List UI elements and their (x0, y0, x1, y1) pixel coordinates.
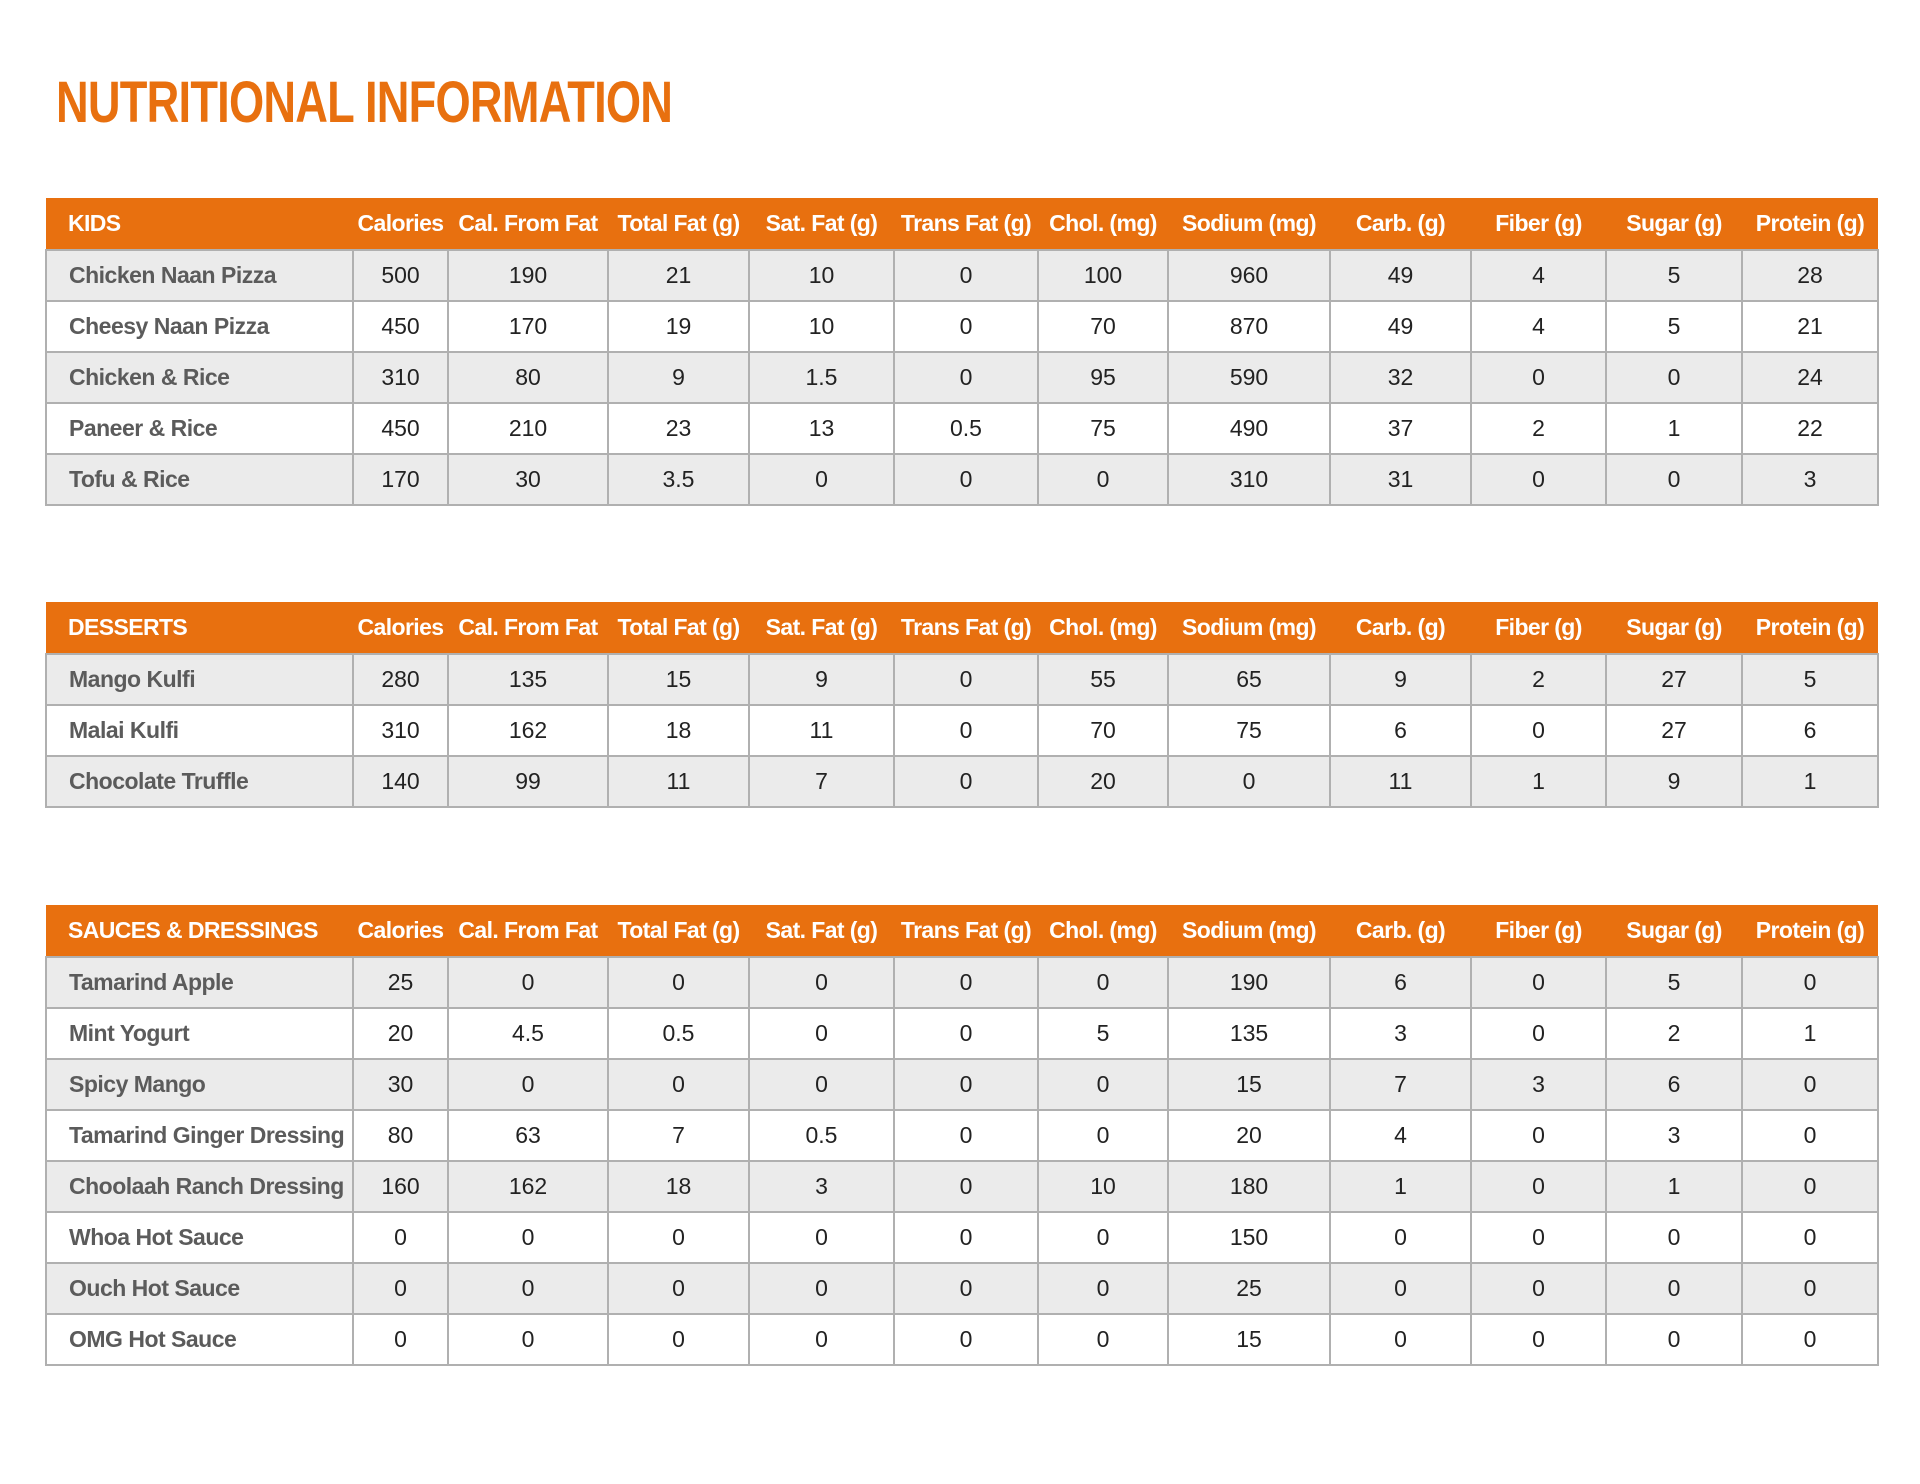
column-header: Fiber (g) (1471, 198, 1606, 250)
item-name: Chicken & Rice (46, 352, 353, 403)
nutrition-value: 9 (608, 352, 749, 403)
nutrition-value: 23 (608, 403, 749, 454)
column-header: Chol. (mg) (1038, 198, 1168, 250)
nutrition-value: 0.5 (894, 403, 1038, 454)
nutrition-value: 7 (749, 756, 894, 807)
column-header: Sodium (mg) (1168, 905, 1330, 957)
nutrition-value: 0 (1471, 1263, 1606, 1314)
column-header: Calories (353, 198, 448, 250)
nutrition-value: 140 (353, 756, 448, 807)
nutrition-value: 75 (1038, 403, 1168, 454)
nutrition-value: 13 (749, 403, 894, 454)
column-header: Trans Fat (g) (894, 198, 1038, 250)
nutrition-value: 0 (894, 250, 1038, 301)
nutrition-value: 25 (353, 957, 448, 1008)
nutrition-value: 65 (1168, 654, 1330, 705)
table-row (46, 403, 1878, 454)
item-name: Mint Yogurt (46, 1008, 353, 1059)
nutrition-value: 0 (1606, 1314, 1742, 1365)
nutrition-value: 32 (1330, 352, 1471, 403)
nutrition-value: 0 (353, 1212, 448, 1263)
section-title: SAUCES & DRESSINGS (46, 905, 353, 957)
nutrition-value: 10 (749, 301, 894, 352)
nutrition-value: 0 (894, 352, 1038, 403)
nutrition-value: 2 (1471, 654, 1606, 705)
nutrition-value: 0 (1742, 1059, 1878, 1110)
nutrition-value: 27 (1606, 654, 1742, 705)
nutrition-value: 0 (1742, 1263, 1878, 1314)
nutrition-value: 0 (1038, 1314, 1168, 1365)
nutrition-value: 170 (448, 301, 608, 352)
nutrition-value: 18 (608, 705, 749, 756)
nutrition-value: 95 (1038, 352, 1168, 403)
nutrition-value: 20 (353, 1008, 448, 1059)
nutrition-value: 80 (448, 352, 608, 403)
nutrition-value: 0 (894, 454, 1038, 505)
nutrition-value: 2 (1471, 403, 1606, 454)
nutrition-value: 280 (353, 654, 448, 705)
table-row (46, 756, 1878, 807)
nutrition-value: 162 (448, 705, 608, 756)
nutrition-value: 0.5 (608, 1008, 749, 1059)
nutrition-value: 0 (448, 1314, 608, 1365)
table-row (46, 1212, 1878, 1263)
nutrition-value: 490 (1168, 403, 1330, 454)
nutrition-value: 190 (1168, 957, 1330, 1008)
nutrition-value: 0 (894, 705, 1038, 756)
kids-nutrition-table (45, 198, 1879, 506)
nutrition-value: 99 (448, 756, 608, 807)
nutrition-value: 11 (749, 705, 894, 756)
nutrition-value: 11 (1330, 756, 1471, 807)
nutrition-value: 21 (608, 250, 749, 301)
nutrition-value: 1 (1330, 1161, 1471, 1212)
nutrition-value: 30 (353, 1059, 448, 1110)
nutrition-value: 0 (894, 1314, 1038, 1365)
nutrition-value: 0 (448, 1212, 608, 1263)
nutrition-value: 6 (1330, 957, 1471, 1008)
nutrition-value: 9 (1330, 654, 1471, 705)
nutrition-value: 3 (749, 1161, 894, 1212)
nutrition-value: 450 (353, 403, 448, 454)
nutrition-value: 0 (1038, 957, 1168, 1008)
nutrition-value: 7 (1330, 1059, 1471, 1110)
nutrition-value: 0 (894, 301, 1038, 352)
nutrition-value: 5 (1606, 250, 1742, 301)
table-row (46, 301, 1878, 352)
nutrition-value: 1.5 (749, 352, 894, 403)
nutrition-value: 180 (1168, 1161, 1330, 1212)
column-header: Chol. (mg) (1038, 905, 1168, 957)
nutrition-value: 6 (1606, 1059, 1742, 1110)
nutrition-value: 310 (353, 352, 448, 403)
nutrition-value: 27 (1606, 705, 1742, 756)
column-header: Cal. From Fat (448, 602, 608, 654)
nutrition-value: 0 (1606, 352, 1742, 403)
nutrition-value: 0 (1038, 1212, 1168, 1263)
nutrition-value: 0 (1606, 1212, 1742, 1263)
item-name: Cheesy Naan Pizza (46, 301, 353, 352)
item-name: Whoa Hot Sauce (46, 1212, 353, 1263)
nutrition-value: 0 (1330, 1263, 1471, 1314)
nutrition-value: 3 (1742, 454, 1878, 505)
nutrition-value: 0 (608, 1263, 749, 1314)
nutrition-value: 310 (1168, 454, 1330, 505)
nutrition-value: 0 (894, 654, 1038, 705)
sauces-dressings-nutrition-table (45, 905, 1879, 1366)
page-title: NUTRITIONAL INFORMATION (56, 70, 673, 135)
column-header: Sugar (g) (1606, 602, 1742, 654)
nutrition-value: 0 (448, 957, 608, 1008)
nutrition-value: 3 (1330, 1008, 1471, 1059)
nutrition-value: 15 (1168, 1059, 1330, 1110)
nutrition-value: 0 (608, 957, 749, 1008)
table-row (46, 1161, 1878, 1212)
column-header: Trans Fat (g) (894, 905, 1038, 957)
nutrition-value: 0 (608, 1212, 749, 1263)
nutrition-value: 55 (1038, 654, 1168, 705)
item-name: Chicken Naan Pizza (46, 250, 353, 301)
nutrition-value: 0.5 (749, 1110, 894, 1161)
nutrition-value: 6 (1330, 705, 1471, 756)
nutrition-value: 3.5 (608, 454, 749, 505)
nutrition-value: 75 (1168, 705, 1330, 756)
table-row (46, 957, 1878, 1008)
nutrition-value: 0 (894, 756, 1038, 807)
nutrition-value: 20 (1038, 756, 1168, 807)
nutrition-value: 3 (1606, 1110, 1742, 1161)
nutrition-value: 0 (1471, 705, 1606, 756)
column-header: Carb. (g) (1330, 602, 1471, 654)
nutrition-value: 0 (1471, 1161, 1606, 1212)
nutrition-value: 0 (894, 1161, 1038, 1212)
column-header: Fiber (g) (1471, 602, 1606, 654)
nutrition-value: 0 (1038, 454, 1168, 505)
nutrition-value: 1 (1471, 756, 1606, 807)
column-header: Sat. Fat (g) (749, 198, 894, 250)
column-header: Calories (353, 602, 448, 654)
nutrition-value: 1 (1606, 403, 1742, 454)
nutrition-value: 22 (1742, 403, 1878, 454)
nutrition-value: 0 (353, 1263, 448, 1314)
column-header: Total Fat (g) (608, 198, 749, 250)
column-header: Cal. From Fat (448, 905, 608, 957)
nutrition-value: 150 (1168, 1212, 1330, 1263)
nutrition-value: 9 (749, 654, 894, 705)
nutrition-value: 0 (894, 1110, 1038, 1161)
nutrition-value: 190 (448, 250, 608, 301)
nutrition-value: 0 (749, 957, 894, 1008)
column-header: Carb. (g) (1330, 905, 1471, 957)
nutrition-value: 0 (894, 1008, 1038, 1059)
nutrition-value: 0 (1038, 1110, 1168, 1161)
table-row (46, 1314, 1878, 1365)
item-name: Tamarind Ginger Dressing (46, 1110, 353, 1161)
item-name: Paneer & Rice (46, 403, 353, 454)
nutrition-value: 0 (749, 454, 894, 505)
desserts-nutrition-table (45, 602, 1879, 808)
nutrition-value: 0 (608, 1059, 749, 1110)
column-header: Sugar (g) (1606, 905, 1742, 957)
item-name: Ouch Hot Sauce (46, 1263, 353, 1314)
nutrition-value: 0 (1471, 1212, 1606, 1263)
nutrition-value: 1 (1742, 756, 1878, 807)
nutrition-value: 210 (448, 403, 608, 454)
nutrition-value: 0 (448, 1263, 608, 1314)
nutrition-value: 0 (1742, 1110, 1878, 1161)
item-name: Tofu & Rice (46, 454, 353, 505)
nutrition-value: 5 (1038, 1008, 1168, 1059)
nutrition-value: 0 (894, 957, 1038, 1008)
table-header-row (46, 905, 1878, 957)
table-row (46, 1008, 1878, 1059)
table-header-row (46, 198, 1878, 250)
item-name: Mango Kulfi (46, 654, 353, 705)
column-header: Trans Fat (g) (894, 602, 1038, 654)
item-name: Malai Kulfi (46, 705, 353, 756)
nutrition-value: 3 (1471, 1059, 1606, 1110)
nutrition-value: 70 (1038, 705, 1168, 756)
nutrition-value: 0 (1038, 1263, 1168, 1314)
nutrition-value: 19 (608, 301, 749, 352)
nutrition-value: 0 (894, 1263, 1038, 1314)
nutrition-value: 0 (894, 1212, 1038, 1263)
nutrition-value: 49 (1330, 250, 1471, 301)
nutrition-value: 0 (894, 1059, 1038, 1110)
nutrition-value: 0 (1471, 1314, 1606, 1365)
column-header: Protein (g) (1742, 198, 1878, 250)
column-header: Fiber (g) (1471, 905, 1606, 957)
nutrition-value: 7 (608, 1110, 749, 1161)
column-header: Protein (g) (1742, 905, 1878, 957)
nutrition-value: 4 (1471, 301, 1606, 352)
item-name: Spicy Mango (46, 1059, 353, 1110)
nutrition-value: 0 (749, 1008, 894, 1059)
column-header: Sodium (mg) (1168, 198, 1330, 250)
nutrition-value: 100 (1038, 250, 1168, 301)
column-header: Protein (g) (1742, 602, 1878, 654)
table-row (46, 654, 1878, 705)
nutrition-value: 24 (1742, 352, 1878, 403)
nutrition-value: 0 (1742, 1212, 1878, 1263)
table-row (46, 705, 1878, 756)
nutrition-value: 0 (749, 1212, 894, 1263)
column-header: Total Fat (g) (608, 602, 749, 654)
nutrition-value: 0 (1471, 352, 1606, 403)
column-header: Sat. Fat (g) (749, 602, 894, 654)
nutrition-value: 31 (1330, 454, 1471, 505)
nutrition-value: 20 (1168, 1110, 1330, 1161)
nutrition-value: 0 (749, 1314, 894, 1365)
column-header: Sat. Fat (g) (749, 905, 894, 957)
nutrition-value: 0 (353, 1314, 448, 1365)
nutrition-value: 135 (1168, 1008, 1330, 1059)
nutrition-value: 0 (1330, 1314, 1471, 1365)
nutrition-value: 0 (749, 1263, 894, 1314)
column-header: Chol. (mg) (1038, 602, 1168, 654)
nutrition-value: 49 (1330, 301, 1471, 352)
column-header: Sodium (mg) (1168, 602, 1330, 654)
column-header: Total Fat (g) (608, 905, 749, 957)
nutrition-value: 63 (448, 1110, 608, 1161)
nutrition-value: 28 (1742, 250, 1878, 301)
table-row (46, 250, 1878, 301)
column-header: Carb. (g) (1330, 198, 1471, 250)
nutrition-value: 30 (448, 454, 608, 505)
nutrition-value: 70 (1038, 301, 1168, 352)
table-row (46, 1263, 1878, 1314)
table-row (46, 454, 1878, 505)
nutrition-value: 10 (749, 250, 894, 301)
table-row (46, 1110, 1878, 1161)
table-row (46, 352, 1878, 403)
nutrition-value: 310 (353, 705, 448, 756)
table-header-row (46, 602, 1878, 654)
nutrition-value: 4.5 (448, 1008, 608, 1059)
nutrition-value: 0 (1330, 1212, 1471, 1263)
nutrition-value: 18 (608, 1161, 749, 1212)
nutrition-value: 15 (608, 654, 749, 705)
nutrition-value: 960 (1168, 250, 1330, 301)
item-name: OMG Hot Sauce (46, 1314, 353, 1365)
nutrition-value: 5 (1606, 957, 1742, 1008)
nutrition-value: 0 (1742, 1161, 1878, 1212)
nutrition-value: 1 (1606, 1161, 1742, 1212)
table-row (46, 1059, 1878, 1110)
item-name: Choolaah Ranch Dressing (46, 1161, 353, 1212)
column-header: Cal. From Fat (448, 198, 608, 250)
nutrition-value: 0 (1471, 1110, 1606, 1161)
nutrition-value: 15 (1168, 1314, 1330, 1365)
nutrition-value: 10 (1038, 1161, 1168, 1212)
nutrition-value: 160 (353, 1161, 448, 1212)
nutrition-value: 25 (1168, 1263, 1330, 1314)
nutrition-value: 4 (1471, 250, 1606, 301)
nutrition-value: 0 (1471, 1008, 1606, 1059)
nutrition-value: 5 (1742, 654, 1878, 705)
nutrition-value: 0 (1471, 454, 1606, 505)
nutrition-value: 0 (1471, 957, 1606, 1008)
nutrition-value: 870 (1168, 301, 1330, 352)
item-name: Chocolate Truffle (46, 756, 353, 807)
column-header: Calories (353, 905, 448, 957)
column-header: Sugar (g) (1606, 198, 1742, 250)
nutrition-value: 135 (448, 654, 608, 705)
nutrition-value: 80 (353, 1110, 448, 1161)
nutrition-value: 0 (1168, 756, 1330, 807)
item-name: Tamarind Apple (46, 957, 353, 1008)
section-title: KIDS (46, 198, 353, 250)
nutrition-value: 37 (1330, 403, 1471, 454)
nutrition-value: 1 (1742, 1008, 1878, 1059)
nutrition-value: 0 (1606, 1263, 1742, 1314)
nutrition-value: 2 (1606, 1008, 1742, 1059)
nutrition-value: 6 (1742, 705, 1878, 756)
nutrition-value: 170 (353, 454, 448, 505)
nutrition-value: 162 (448, 1161, 608, 1212)
nutrition-value: 0 (1742, 957, 1878, 1008)
nutrition-value: 9 (1606, 756, 1742, 807)
nutrition-value: 0 (1742, 1314, 1878, 1365)
nutrition-value: 0 (749, 1059, 894, 1110)
nutrition-value: 590 (1168, 352, 1330, 403)
section-title: DESSERTS (46, 602, 353, 654)
nutrition-value: 21 (1742, 301, 1878, 352)
nutrition-value: 0 (608, 1314, 749, 1365)
nutrition-value: 450 (353, 301, 448, 352)
nutrition-value: 0 (1038, 1059, 1168, 1110)
nutrition-value: 0 (1606, 454, 1742, 505)
nutrition-value: 4 (1330, 1110, 1471, 1161)
nutrition-value: 500 (353, 250, 448, 301)
nutrition-value: 5 (1606, 301, 1742, 352)
nutrition-value: 11 (608, 756, 749, 807)
nutrition-value: 0 (448, 1059, 608, 1110)
